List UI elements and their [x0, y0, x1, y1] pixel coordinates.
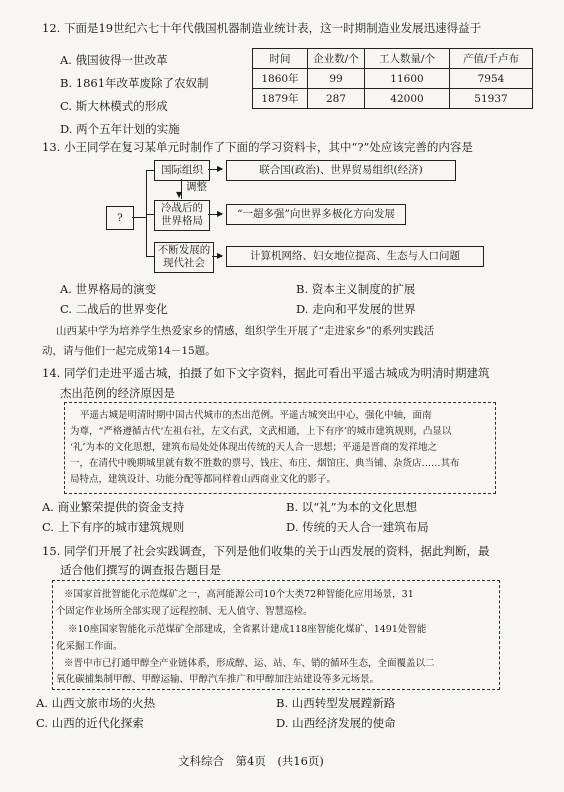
q14-option-b[interactable]: B. 以“礼”为本的文化思想 [286, 500, 418, 514]
q13-option-c[interactable]: C. 二战后的世界变化 [60, 302, 168, 316]
q15-option-c[interactable]: C. 山西的近代化探索 [36, 716, 144, 730]
q13-stem: 13. 小王同学在复习某单元时制作了下面的学习资料卡，其中“?”处应该完善的内容是 [42, 140, 473, 154]
diagram-node-modern-society [154, 242, 214, 273]
table-cell: 42000 [365, 89, 450, 109]
material-line: ‘礼’为本的文化思想，建筑布局处处体现出传统的天人合一思想；平遥是晋商的发祥地之 [70, 442, 438, 453]
q15-option-b[interactable]: B. 山西转型发展蹚新路 [276, 696, 396, 710]
table-cell: 1860年 [253, 69, 308, 89]
arrow-right-icon: ▶ [217, 251, 224, 260]
material-line: 化采掘工作面。 [56, 641, 123, 652]
diagram-root-box: ? [106, 206, 134, 230]
table-cell: 11600 [365, 69, 450, 89]
table-cell: 51937 [450, 89, 533, 109]
q15-option-a[interactable]: A. 山西文旅市场的火热 [36, 696, 156, 710]
diagram-detail-modern-society: 计算机网络、妇女地位提高、生态与人口问题 [226, 246, 484, 267]
node-line: 不断发展的 [157, 244, 211, 256]
arrow-right-icon: ▶ [217, 164, 224, 173]
q15-stem: 15. 同学们开展了社会实践调查，下列是他们收集的关于山西发展的资料，据此判断，最 [42, 544, 490, 558]
material-line: 个固定作业场所全部实现了远程控制、无人值守、智慧巡检。 [56, 606, 313, 617]
q12-option-a[interactable]: A. 俄国彼得一世改革 [60, 53, 168, 67]
material-line: 氧化碳捕集制甲醇、甲醇运输、甲醇汽车推广和甲醇加注站建设等多元场景。 [56, 674, 380, 685]
q12-option-b[interactable]: B. 1861年改革废除了农奴制 [60, 76, 209, 90]
q12-option-d[interactable]: D. 两个五年计划的实施 [60, 122, 180, 136]
node-line: 现代社会 [163, 257, 205, 269]
connector [132, 217, 146, 218]
q14-option-c[interactable]: C. 上下有序的城市建筑规则 [42, 520, 185, 534]
table-row [253, 69, 533, 89]
table-header: 产值/千卢布 [450, 49, 533, 69]
material-line: 一，在清代中晚期城里就有数不胜数的票号、钱庄、布庄、烟馆庄、典当铺、杂货店……其布 [70, 458, 460, 469]
connector [146, 170, 147, 256]
table-row [253, 89, 533, 109]
material-line: ※10座国家智能化示范煤矿全部建成，全省累计建成118座智能化煤矿、1491处智能 [68, 624, 427, 635]
material-line: 为尊，“严格遵循古代‘左祖右社，左文右武，文武相通，上下有序’的城市建筑规则，凸显以 [70, 426, 452, 437]
arrow-label-adjust: 调整 [186, 181, 207, 193]
material-line: ※晋中市已打通甲醇全产业链体系，形成醇、运、站、车、销的循环生态，全面覆盖以二 [64, 658, 435, 669]
material-line: 局特点，建筑设计、功能分配等都同样着山西商业文化的影子。 [70, 474, 337, 485]
q14-stem-cont: 杰出范例的经济原因是 [60, 386, 175, 400]
connector [146, 256, 154, 257]
q13-option-d[interactable]: D. 走向和平发展的世界 [296, 302, 416, 316]
table-header: 工人数量/个 [365, 49, 450, 69]
q13-option-a[interactable]: A. 世界格局的演变 [60, 282, 157, 296]
table-cell: 1879年 [253, 89, 308, 109]
table-cell: 287 [308, 89, 365, 109]
q15-stem-cont: 适合他们撰写的调查报告题目是 [60, 563, 221, 577]
table-header: 时间 [253, 49, 308, 69]
q14-stem: 14. 同学们走进平遥古城，拍摄了如下文字资料，据此可看出平遥古城成为明清时期建筑 [42, 366, 490, 380]
table-header: 企业数/个 [308, 49, 365, 69]
table-cell: 7954 [450, 69, 533, 89]
connector [146, 170, 154, 171]
page-footer: 文科综合 第4页 (共16页) [178, 754, 324, 768]
arrow-right-icon: ▶ [217, 209, 224, 218]
arrow-down-icon: ▼ [176, 190, 183, 199]
q12-option-c[interactable]: C. 斯大林模式的形成 [60, 99, 168, 113]
material-line: 平遥古城是明清时期中国古代城市的杰出范例。平遥古城突出中心，强化中轴，面南 [80, 410, 432, 421]
diagram-node-world-pattern [154, 200, 210, 231]
connector [146, 214, 154, 215]
node-line: 冷战后的 [161, 202, 203, 214]
diagram-detail-world-pattern: “一超多强”向世界多极化方向发展 [226, 204, 406, 225]
q15-option-d[interactable]: D. 山西经济发展的使命 [276, 716, 396, 730]
node-line: 世界格局 [161, 215, 203, 227]
q12-table [252, 48, 533, 109]
diagram-detail-intl-org: 联合国(政治)、世界贸易组织(经济) [226, 160, 456, 181]
table-cell: 99 [308, 69, 365, 89]
diagram-node-intl-org: 国际组织 [154, 160, 210, 181]
q14-option-a[interactable]: A. 商业繁荣提供的资金支持 [42, 500, 185, 514]
table-header-row [253, 49, 533, 69]
q13-option-b[interactable]: B. 资本主义制度的扩展 [296, 282, 416, 296]
q12-stem: 12. 下面是19世纪六七十年代俄国机器制造业统计表，这一时期制造业发展迅速得益于 [42, 21, 482, 35]
intro-line: 山西某中学为培养学生热爱家乡的情感，组织学生开展了“走进家乡”的系列实践活 [56, 325, 435, 337]
intro-line: 动，请与他们一起完成第14－15题。 [42, 345, 216, 357]
material-line: ※国家首批智能化示范煤矿之一，高河能源公司10个大类72种智能化应用场景，31 [64, 589, 414, 600]
q14-option-d[interactable]: D. 传统的天人合一建筑布局 [286, 520, 429, 534]
